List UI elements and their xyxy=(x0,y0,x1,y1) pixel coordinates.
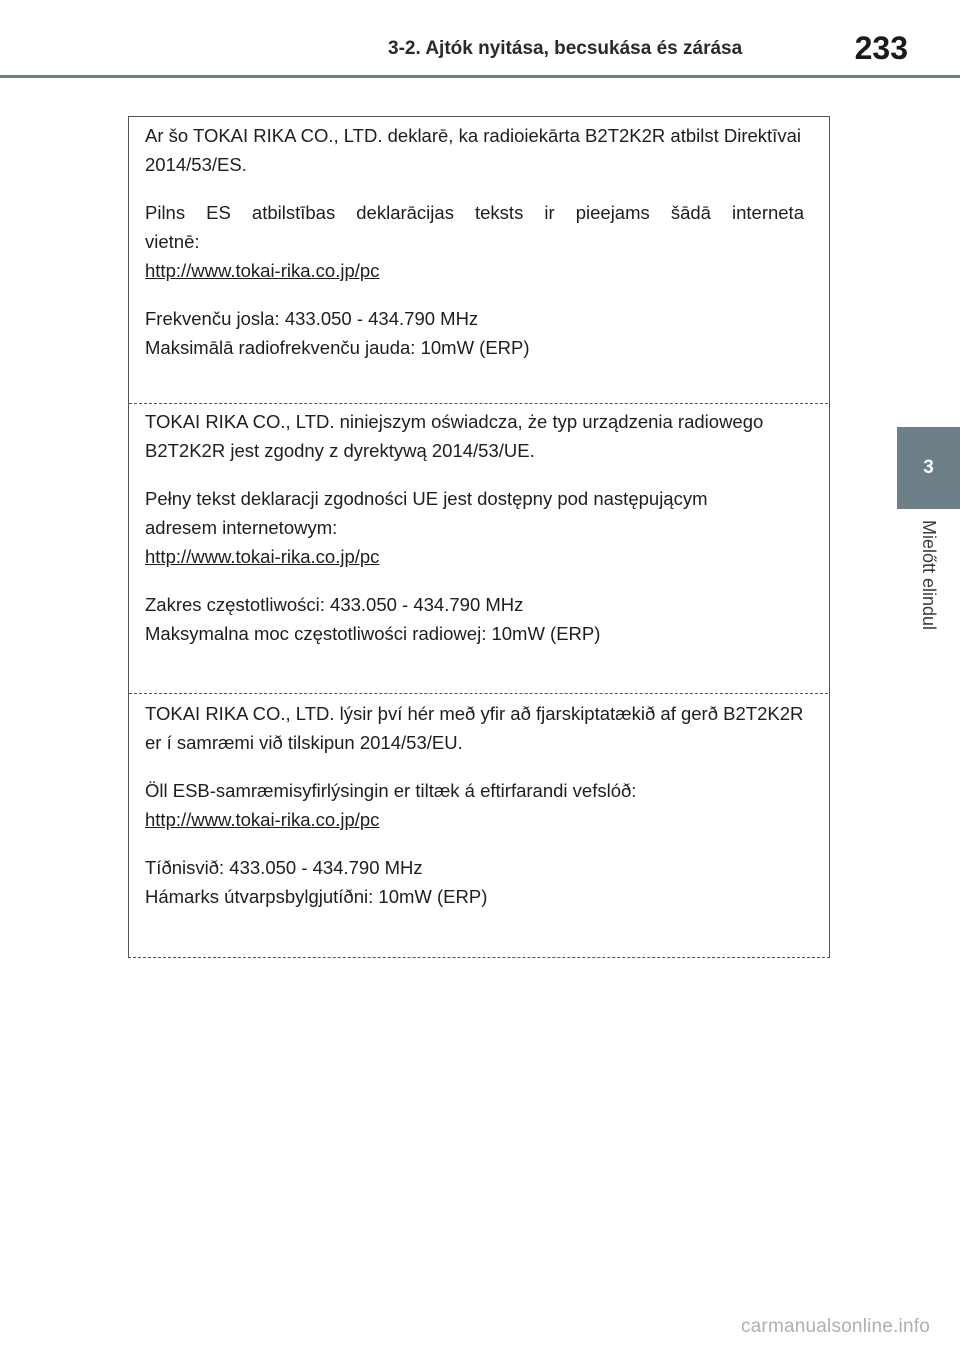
frequency-text: Zakres częstotliwości: 433.050 - 434.790 MHz xyxy=(145,594,524,615)
chapter-title: Mielőtt elindul xyxy=(919,520,939,631)
site-watermark: carmanualsonline.info xyxy=(740,1316,930,1337)
chapter-number: 3 xyxy=(923,457,934,478)
power-text: Maksimālā radiofrekvenču jauda: 10mW (ERP) xyxy=(145,337,530,358)
declaration-url-link[interactable]: http://www.tokai-rika.co.jp/pc xyxy=(145,260,380,281)
chapter-tab xyxy=(897,427,960,509)
declaration-section-polish xyxy=(129,404,828,694)
radio-specs xyxy=(145,853,804,911)
declaration-text: TOKAI RIKA CO., LTD. lýsir því hér með yfir að fjarskiptatækið af gerð B2T2K2R er í samræmi við tilskipun 2014/53/EU. xyxy=(145,703,804,753)
fulltext-line: vietnē: xyxy=(145,231,200,252)
declaration-text: Ar šo TOKAI RIKA CO., LTD. deklarē, ka radioiekārta B2T2K2R atbilst Direktīvai 2014/53/ES. xyxy=(145,125,801,175)
declaration-table xyxy=(128,116,830,958)
frequency-text: Frekvenču josla: 433.050 - 434.790 MHz xyxy=(145,308,479,329)
radio-specs xyxy=(145,304,804,362)
header-divider xyxy=(0,75,960,78)
page-number: 233 xyxy=(854,30,908,66)
declaration-url-link[interactable]: http://www.tokai-rika.co.jp/pc xyxy=(145,809,380,830)
frequency-text: Tíðnisvið: 433.050 - 434.790 MHz xyxy=(145,857,423,878)
declaration-text: TOKAI RIKA CO., LTD. niniejszym oświadcza, że typ urządzenia radiowego B2T2K2R jest zgodny z dyrektywą 2014/53/UE. xyxy=(145,411,764,461)
declaration-section-icelandic xyxy=(129,694,828,957)
power-text: Hámarks útvarpsbylgjutíðni: 10mW (ERP) xyxy=(145,886,488,907)
fulltext-line: Pilns ES atbilstības deklarācijas teksts ir pieejams šādā interneta xyxy=(145,202,804,223)
fulltext-line: Pełny tekst deklaracji zgodności UE jest dostępny pod następującym xyxy=(145,488,708,509)
declaration-url-link[interactable]: http://www.tokai-rika.co.jp/pc xyxy=(145,546,380,567)
section-title: 3-2. Ajtók nyitása, becsukása és zárása xyxy=(388,38,743,59)
power-text: Maksymalna moc częstotliwości radiowej: 10mW (ERP) xyxy=(145,623,601,644)
fulltext-line: Öll ESB-samræmisyfirlýsingin er tiltæk á eftirfarandi vefslóð: xyxy=(145,780,637,801)
fulltext-info xyxy=(145,776,804,834)
fulltext-line: adresem internetowym: xyxy=(145,517,338,538)
declaration-section-latvian xyxy=(129,117,828,404)
fulltext-info xyxy=(145,198,804,285)
fulltext-info xyxy=(145,484,804,571)
radio-specs xyxy=(145,590,804,648)
